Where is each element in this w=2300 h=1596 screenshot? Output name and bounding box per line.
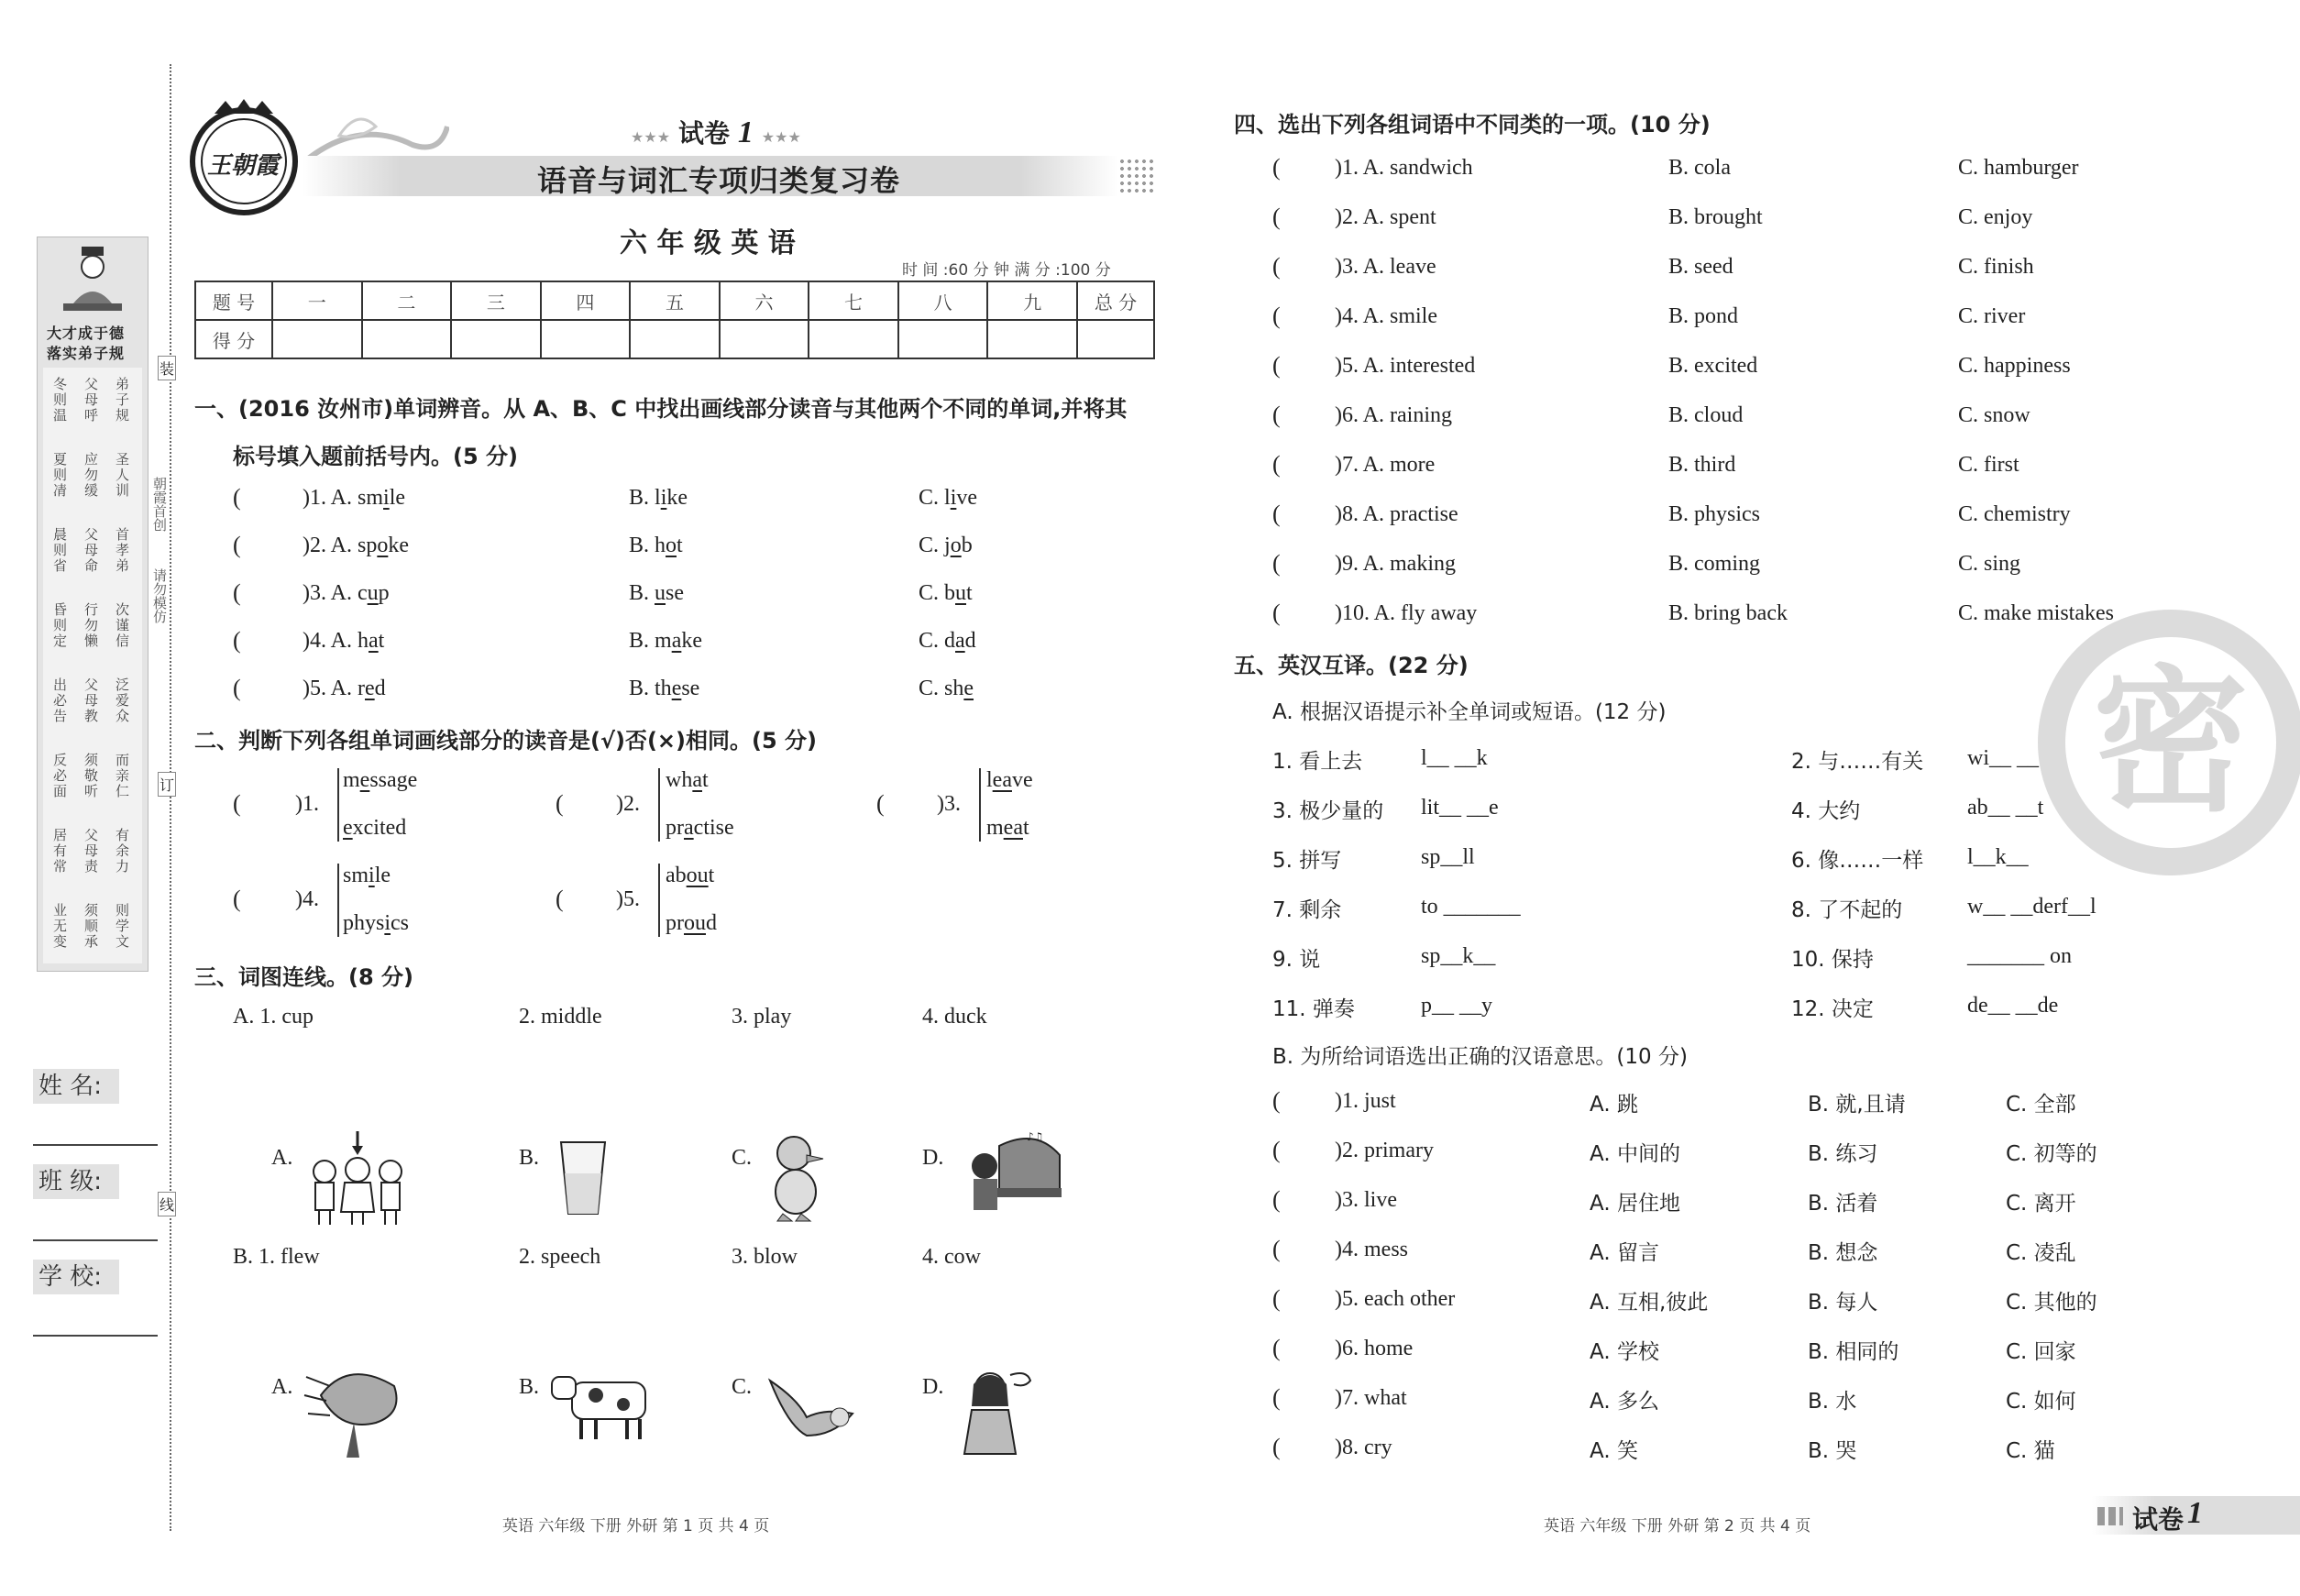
item-word: )2. primary	[1335, 1139, 1434, 1162]
duck-picture	[765, 1131, 829, 1223]
fill-right[interactable]: ab__ __t	[1967, 796, 2044, 820]
item-number-option-a: )3. A. cup	[303, 581, 390, 605]
item-number-option-a: )5. A. red	[303, 677, 386, 700]
option-c: C. 其他的	[2006, 1291, 2097, 1315]
option-c: C. finish	[1958, 255, 2034, 279]
answer-paren-open[interactable]: (	[1272, 1335, 1281, 1361]
word-2: physics	[343, 911, 410, 935]
rule-col-17: 须敬听	[83, 753, 99, 799]
scholar-illustration	[58, 243, 127, 316]
option-c: C. 离开	[2006, 1192, 2076, 1216]
group-number: )2.	[616, 792, 640, 816]
option-c: C. 猫	[2006, 1439, 2055, 1463]
item-number-option-a: )3. A. leave	[1335, 255, 1436, 279]
option-b: B. 练习	[1808, 1142, 1878, 1166]
cue-right: 12. 决定	[1791, 997, 1874, 1021]
group-number: )3.	[937, 792, 961, 816]
children-pointing-picture	[303, 1128, 413, 1228]
cue-right: 6. 像……一样	[1791, 849, 1924, 873]
item-number-option-a: )5. A. interested	[1335, 354, 1476, 378]
pic-d-label: D.	[922, 1146, 944, 1170]
cue-left: 3. 极少量的	[1272, 799, 1384, 823]
score-header-cell: 七	[809, 281, 898, 320]
answer-paren-open[interactable]: (	[1272, 1384, 1281, 1411]
cue-right: 2. 与……有关	[1791, 750, 1924, 774]
option-c: C. first	[1958, 453, 2019, 477]
group-bracket	[337, 864, 339, 937]
rule-col-24: 则学文	[114, 903, 130, 950]
score-header-cell: 题 号	[195, 281, 272, 320]
name-field-line[interactable]	[33, 1144, 158, 1146]
rule-col-12: 次谨信	[114, 602, 130, 649]
rule-col-11: 行勿懒	[83, 602, 99, 649]
pic-a-label: A.	[271, 1375, 293, 1399]
score-cell[interactable]	[987, 320, 1077, 358]
rule-col-22: 业无变	[51, 903, 68, 950]
option-a: A. 学校	[1590, 1340, 1659, 1364]
rule-col-3: 弟子规	[114, 377, 130, 424]
fill-right[interactable]: de__ __de	[1967, 994, 2059, 1018]
option-a: A. 中间的	[1590, 1142, 1680, 1166]
badge-stars-left: ★★★	[631, 128, 671, 146]
option-b: B. like	[629, 486, 688, 510]
sidebar-rules-panel	[37, 237, 149, 972]
option-b: B. bring back	[1668, 601, 1788, 625]
score-header-cell: 二	[362, 281, 452, 320]
option-c: C. 凌乱	[2006, 1241, 2076, 1265]
answer-paren-open[interactable]: (	[1272, 303, 1281, 329]
word-a1: A. 1. cup	[233, 1005, 314, 1029]
item-word: )3. live	[1335, 1188, 1397, 1212]
group-number: )1.	[295, 792, 319, 816]
right-page-footer: 英语 六年级 下册 外研 第 2 页 共 4 页	[1544, 1517, 1811, 1535]
item-number-option-a: )1. A. sandwich	[1335, 156, 1473, 180]
option-c: C. make mistakes	[1958, 601, 2114, 625]
vertical-note-no-copy: 请勿模仿	[151, 568, 168, 623]
answer-paren-open[interactable]: (	[1272, 1434, 1281, 1460]
pic-c-label: C.	[732, 1375, 753, 1399]
rule-col-19: 居有常	[51, 828, 68, 875]
option-b: B. pond	[1668, 304, 1739, 328]
score-table-header-row	[195, 281, 1154, 320]
score-header-cell: 六	[720, 281, 809, 320]
answer-paren-open[interactable]: (	[233, 627, 241, 654]
item-number-option-a: )8. A. practise	[1335, 502, 1458, 526]
score-cell[interactable]	[362, 320, 452, 358]
corner-badge-label: 试卷	[2132, 1504, 2184, 1535]
answer-paren-open[interactable]: (	[1272, 204, 1281, 230]
item-word: )4. mess	[1335, 1238, 1408, 1261]
option-a: A. 互相,彼此	[1590, 1291, 1709, 1315]
word-b3: 3. blow	[732, 1245, 798, 1269]
cue-right: 10. 保持	[1791, 948, 1874, 972]
option-c: C. 全部	[2006, 1093, 2076, 1117]
fill-left[interactable]: sp__ll	[1421, 845, 1475, 869]
score-header-cell: 八	[898, 281, 988, 320]
pic-a-label: A.	[271, 1146, 293, 1170]
pic-b-label: B.	[519, 1375, 540, 1399]
option-c: C. sing	[1958, 552, 2021, 576]
score-cell[interactable]	[272, 320, 362, 358]
score-cell[interactable]	[720, 320, 809, 358]
option-b: B. hot	[629, 534, 683, 557]
word-1: what	[666, 768, 709, 792]
answer-paren-open[interactable]: (	[1272, 253, 1281, 280]
cue-left: 9. 说	[1272, 948, 1321, 972]
score-row-label: 得 分	[195, 320, 272, 358]
score-header-cell: 九	[987, 281, 1077, 320]
score-cell[interactable]	[809, 320, 898, 358]
answer-paren-open[interactable]: (	[233, 484, 241, 511]
fill-right[interactable]: _______ on	[1967, 944, 2072, 968]
option-c: C. but	[919, 581, 973, 605]
pic-c-label: C.	[732, 1146, 753, 1170]
section-1-title-line-1: 一、(2016 汝州市)单词辨音。从 A、B、C 中找出画线部分读音与其他两个不同的单词,并将其	[194, 396, 1128, 422]
svg-text:♪♫: ♪♫	[1027, 1130, 1044, 1143]
answer-paren-open[interactable]: (	[1272, 451, 1281, 478]
rule-col-13: 出必告	[51, 677, 68, 724]
word-2: excited	[343, 816, 407, 840]
option-c: C. dad	[919, 629, 976, 653]
pic-b-label: B.	[519, 1146, 540, 1170]
word-b4: 4. cow	[922, 1245, 981, 1269]
answer-paren-open[interactable]: (	[233, 675, 241, 701]
group-bracket	[658, 864, 660, 937]
option-b: B. seed	[1668, 255, 1733, 279]
word-2: meat	[986, 816, 1029, 840]
option-b: B. 活着	[1808, 1192, 1878, 1216]
fill-right[interactable]: wi__ __	[1967, 746, 2039, 770]
option-b: B. cola	[1668, 156, 1731, 180]
rule-col-21: 有余力	[114, 828, 130, 875]
option-c: C. enjoy	[1958, 205, 2033, 229]
fill-right[interactable]: w__ __derf__l	[1967, 895, 2096, 919]
score-cell[interactable]	[898, 320, 988, 358]
corner-badge-squares	[2097, 1507, 2123, 1525]
answer-paren-open[interactable]: (	[1272, 550, 1281, 577]
option-a: A. 笑	[1590, 1439, 1638, 1463]
windy-tree-picture	[303, 1359, 413, 1459]
score-cell[interactable]	[541, 320, 631, 358]
option-b: B. 就,且请	[1808, 1093, 1906, 1117]
word-1: about	[666, 864, 715, 887]
rule-col-8: 父母命	[83, 527, 99, 574]
option-c: C. chemistry	[1958, 502, 2071, 526]
time-info: 时 间 :60 分 钟 满 分 :100 分	[902, 261, 1111, 280]
rule-col-15: 泛爱众	[114, 677, 130, 724]
option-b: B. 水	[1808, 1390, 1857, 1414]
answer-paren-open[interactable]: (	[233, 579, 241, 606]
item-word: )7. what	[1335, 1386, 1407, 1410]
option-c: C. river	[1958, 304, 2026, 328]
answer-paren-open[interactable]: (	[1272, 600, 1281, 626]
option-b: B. physics	[1668, 502, 1761, 526]
pic-d-label: D.	[922, 1375, 944, 1399]
option-b: B. third	[1668, 453, 1736, 477]
option-a: A. 留言	[1590, 1241, 1659, 1265]
answer-paren-open[interactable]: (	[1272, 1087, 1281, 1114]
rule-col-23: 须顺承	[83, 903, 99, 950]
section-5b-title: B. 为所给词语选出正确的汉语意思。(10 分)	[1272, 1045, 1688, 1069]
cue-right: 4. 大约	[1791, 799, 1861, 823]
option-c: C. live	[919, 486, 978, 510]
option-b: B. 每人	[1808, 1291, 1878, 1315]
answer-paren-open[interactable]: (	[233, 790, 241, 817]
corner-badge	[2092, 1496, 2300, 1535]
option-c: C. 初等的	[2006, 1142, 2097, 1166]
test-badge	[631, 114, 801, 150]
cue-left: 7. 剩余	[1272, 898, 1342, 922]
item-word: )6. home	[1335, 1337, 1414, 1360]
seal-mark-xian: 线	[158, 1192, 176, 1216]
cue-left: 11. 弹奏	[1272, 997, 1355, 1021]
fill-left[interactable]: sp__k__	[1421, 944, 1496, 968]
section-1-title-line-2: 标号填入题前括号内。(5 分)	[233, 444, 518, 469]
option-a: A. 居住地	[1590, 1192, 1680, 1216]
answer-paren-open[interactable]: (	[1272, 1236, 1281, 1262]
word-b2: 2. speech	[519, 1245, 601, 1269]
answer-paren-open[interactable]: (	[876, 790, 885, 817]
word-a2: 2. middle	[519, 1005, 602, 1029]
binding-dotted-line	[170, 64, 171, 1531]
group-bracket	[658, 768, 660, 842]
option-b: B. 哭	[1808, 1439, 1857, 1463]
group-number: )4.	[295, 887, 319, 911]
school-field-line[interactable]	[33, 1335, 158, 1337]
score-table	[194, 281, 1155, 359]
word-2: proud	[666, 911, 717, 935]
sidebar-motto-2: 落实弟子规	[47, 345, 126, 362]
answer-paren-open[interactable]: (	[233, 532, 241, 558]
rule-col-5: 应勿缓	[83, 452, 99, 499]
corner-badge-number: 1	[2187, 1496, 2203, 1530]
school-field-label: 学 校:	[33, 1260, 119, 1294]
option-c: C. she	[919, 677, 974, 700]
section-5a-title: A. 根据汉语提示补全单词或短语。(12 分)	[1272, 700, 1667, 724]
answer-paren-open[interactable]: (	[1272, 352, 1281, 379]
cow-picture	[550, 1370, 660, 1443]
item-number-option-a: )2. A. spoke	[303, 534, 409, 557]
answer-paren-open[interactable]: (	[1272, 501, 1281, 527]
option-a: A. 多么	[1590, 1390, 1659, 1414]
item-number-option-a: )4. A. hat	[303, 629, 385, 653]
answer-paren-open[interactable]: (	[1272, 1186, 1281, 1213]
item-number-option-a: )1. A. smile	[303, 486, 406, 510]
badge-stars-right: ★★★	[761, 128, 801, 146]
secret-watermark	[2033, 605, 2300, 880]
item-word: )1. just	[1335, 1089, 1396, 1113]
option-b: B. cloud	[1668, 403, 1744, 427]
seal-mark-ding: 订	[158, 772, 176, 797]
word-1: smile	[343, 864, 391, 887]
sidebar-rules-grid	[43, 368, 142, 963]
vertical-note-original: 朝霞首创	[151, 477, 168, 532]
seal-mark-zhuang: 装	[158, 356, 176, 380]
section-4-title: 四、选出下列各组词语中不同类的一项。(10 分)	[1234, 112, 1711, 138]
answer-paren-open[interactable]: (	[233, 886, 241, 912]
badge-label: 试卷	[677, 118, 730, 149]
girl-speaking-picture	[953, 1366, 1036, 1458]
word-b1: B. 1. flew	[233, 1245, 320, 1269]
rule-col-20: 父母责	[83, 828, 99, 875]
class-field-label: 班 级:	[33, 1164, 119, 1199]
cup-picture	[556, 1137, 611, 1219]
option-b: B. 想念	[1808, 1241, 1878, 1265]
subject-title: 六 年 级 英 语	[620, 227, 796, 259]
option-c: C. 回家	[2006, 1340, 2076, 1364]
class-field-line[interactable]	[33, 1239, 158, 1241]
section-2-title: 二、判断下列各组单词画线部分的读音是(√)否(×)相同。(5 分)	[194, 728, 817, 754]
item-number-option-a: )6. A. raining	[1335, 403, 1452, 427]
score-cell[interactable]	[1077, 320, 1154, 358]
answer-paren-open[interactable]: (	[1272, 1137, 1281, 1163]
score-header-cell: 总 分	[1077, 281, 1154, 320]
badge-number: 1	[737, 116, 754, 149]
item-number-option-a: )7. A. more	[1335, 453, 1436, 477]
cue-left: 1. 看上去	[1272, 750, 1363, 774]
option-c: C. snow	[1958, 403, 2030, 427]
option-b: B. excited	[1668, 354, 1758, 378]
option-b: B. use	[629, 581, 685, 605]
option-c: C. job	[919, 534, 973, 557]
option-b: B. brought	[1668, 205, 1763, 229]
fill-left[interactable]: lit__ __e	[1421, 796, 1499, 820]
group-bracket	[979, 768, 981, 842]
fill-left[interactable]: p__ __y	[1421, 994, 1492, 1018]
cue-left: 5. 拼写	[1272, 849, 1342, 873]
answer-paren-open[interactable]: (	[1272, 154, 1281, 181]
rule-col-2: 父母呼	[83, 377, 99, 424]
item-word: )5. each other	[1335, 1287, 1456, 1311]
section-3-title: 三、词图连线。(8 分)	[194, 964, 413, 990]
cue-right: 8. 了不起的	[1791, 898, 1903, 922]
fill-left[interactable]: to _______	[1421, 895, 1521, 919]
word-1: message	[343, 768, 418, 792]
left-page-footer: 英语 六年级 下册 外研 第 1 页 共 4 页	[502, 1517, 770, 1535]
fill-left[interactable]: l__ __k	[1421, 746, 1488, 770]
group-number: )5.	[616, 887, 640, 911]
fill-right[interactable]: l__k__	[1967, 845, 2029, 869]
option-c: C. happiness	[1958, 354, 2071, 378]
watermark-char: 密	[2092, 652, 2250, 833]
rule-col-14: 父母教	[83, 677, 99, 724]
option-a: A. 跳	[1590, 1093, 1638, 1117]
flying-bird-picture	[761, 1371, 862, 1445]
option-b: B. 相同的	[1808, 1340, 1899, 1364]
answer-paren-open[interactable]: (	[1272, 1285, 1281, 1312]
item-word: )8. cry	[1335, 1436, 1392, 1459]
banner-dots	[1118, 158, 1155, 194]
section-5-title: 五、英汉互译。(22 分)	[1234, 653, 1469, 678]
score-header-cell: 三	[451, 281, 541, 320]
option-c: C. hamburger	[1958, 156, 2079, 180]
rule-col-1: 冬则温	[51, 377, 68, 424]
score-table-score-row	[195, 320, 1154, 358]
sidebar-motto-1: 大才成于德	[47, 325, 126, 342]
option-b: B. coming	[1668, 552, 1760, 576]
answer-paren-open[interactable]: (	[1272, 402, 1281, 428]
rule-col-6: 圣人训	[114, 452, 130, 499]
piano-player-picture	[963, 1128, 1063, 1219]
option-c: C. 如何	[2006, 1390, 2076, 1414]
score-header-cell: 五	[630, 281, 720, 320]
score-header-cell: 一	[272, 281, 362, 320]
word-a4: 4. duck	[922, 1005, 987, 1029]
brand-logo-text: 王朝霞	[207, 152, 280, 180]
score-cell[interactable]	[451, 320, 541, 358]
option-b: B. make	[629, 629, 702, 653]
word-a3: 3. play	[732, 1005, 792, 1029]
rule-col-16: 反必面	[51, 753, 68, 799]
answer-paren-open[interactable]: (	[556, 790, 564, 817]
score-header-cell: 四	[541, 281, 631, 320]
word-1: leave	[986, 768, 1033, 792]
rule-col-7: 晨则省	[51, 527, 68, 574]
group-bracket	[337, 768, 339, 842]
name-field-label: 姓 名:	[33, 1069, 119, 1104]
item-number-option-a: )9. A. making	[1335, 552, 1456, 576]
rule-col-9: 首孝弟	[114, 527, 130, 574]
option-b: B. these	[629, 677, 700, 700]
rule-col-18: 而亲仁	[114, 753, 130, 799]
item-number-option-a: )4. A. smile	[1335, 304, 1437, 328]
rule-col-10: 昏则定	[51, 602, 68, 649]
page-title: 语音与词汇专项归类复习卷	[537, 163, 901, 198]
score-cell[interactable]	[630, 320, 720, 358]
item-number-option-a: )10. A. fly away	[1335, 601, 1478, 625]
answer-paren-open[interactable]: (	[556, 886, 564, 912]
rule-col-4: 夏则凊	[51, 452, 68, 499]
item-number-option-a: )2. A. spent	[1335, 205, 1436, 229]
word-2: practise	[666, 816, 734, 840]
